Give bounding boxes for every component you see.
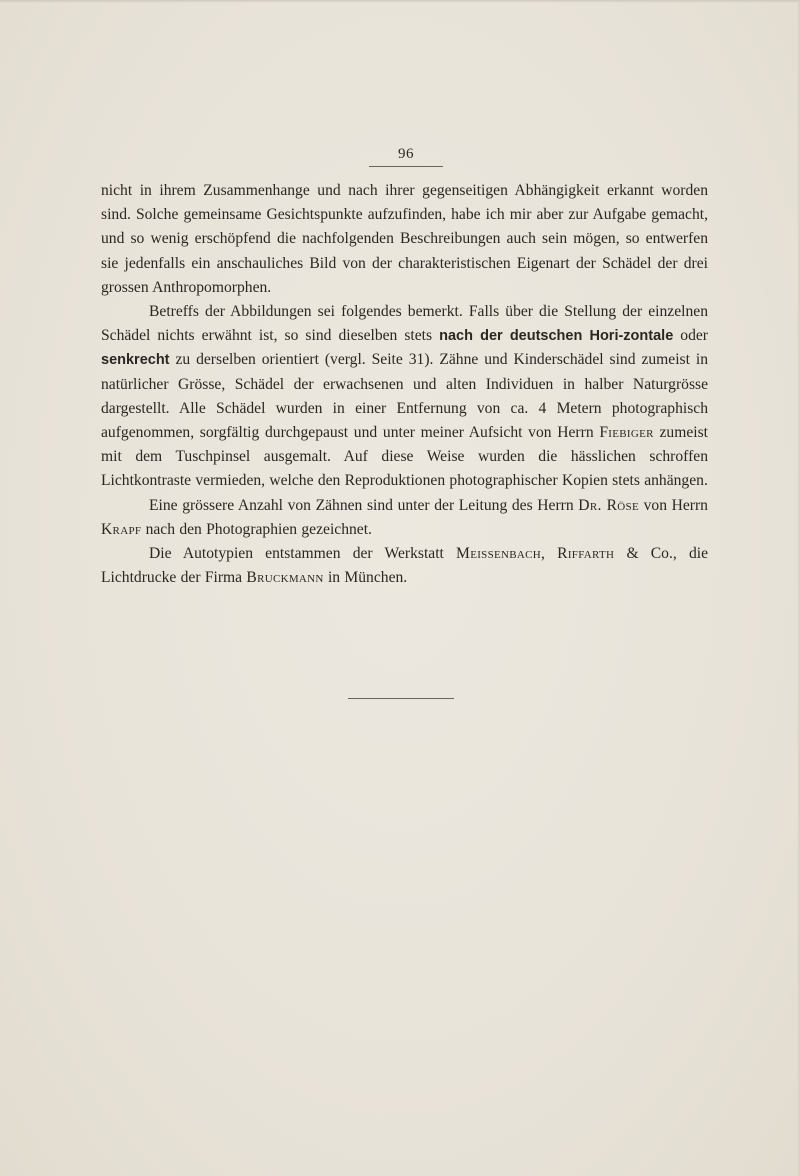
- name-roese: Dr. Röse: [578, 496, 639, 514]
- paragraph-1-text: nicht in ihrem Zusammenhange und nach ihrer gegenseitigen Abhängigkeit erkannt worden sind. Solche gemeinsame Gesichtspunkte aufzufinden, habe ich mir aber zur Aufgabe gemacht, und so wenig erschöpfend die nachfolgenden Beschreibungen auch sein mögen, so entwerfen sie jedenfalls ein anschauliches Bild von der charakteristischen Eigenart der Schädel der drei grossen Anthropomorphen.: [101, 182, 708, 296]
- paragraph-4-text-1: Die Autotypien entstammen der Werkstatt: [149, 545, 457, 563]
- paragraph-2: [101, 300, 708, 494]
- paragraph-2-text-2: oder: [673, 327, 708, 345]
- page-top-edge: [0, 0, 800, 3]
- paragraph-3-text-2: von Herrn: [638, 496, 708, 514]
- paragraph-4-text-4: in München.: [323, 569, 408, 587]
- paragraph-4: [101, 542, 708, 590]
- paragraph-3-text-1: Eine grössere Anzahl von Zähnen sind unter der Leitung des Herrn: [149, 496, 579, 514]
- paragraph-1: [101, 179, 708, 300]
- name-riffarth: Riffarth: [557, 545, 615, 563]
- name-krapf: Krapf: [101, 520, 142, 538]
- paragraph-4-text-3: & Co., die Lichtdrucke der Firma: [101, 545, 708, 587]
- name-bruckmann: Bruckmann: [246, 569, 324, 587]
- body-text: [101, 179, 708, 590]
- emphasis-senkrecht: senkrecht: [101, 352, 170, 369]
- paragraph-2-text-1: Betreffs der Abbildungen sei folgendes bemerkt. Falls über die Stellung der einzelnen Schädel nichts erwähnt ist, so sind dieselben stets: [101, 303, 708, 345]
- paragraph-4-text-2: ,: [541, 545, 558, 563]
- paragraph-3-text-3: nach den Photographien gezeichnet.: [141, 520, 372, 538]
- paragraph-2-text-4: zumeist mit dem Tuschpinsel ausgemalt. Auf diese Weise wurden die hässlichen schroffen Lichtkontraste vermieden, welche den Reproduktionen photographischer Kopien stets anhängen.: [101, 424, 708, 490]
- paragraph-2-text-3: zu derselben orientiert (vergl. Seite 31). Zähne und Kinderschädel sind zumeist in natürlicher Grösse, Schädel der erwachsenen und alten Individuen in halber Naturgrösse dargestellt. Alle Schädel wurden in einer Entfernung von ca. 4 Metern photographisch aufgenommen, sorgfältig durchgepaust und unter meiner Aufsicht von Herrn: [101, 351, 708, 442]
- page-number-rule: [369, 166, 443, 167]
- name-meissenbach: Meissenbach: [456, 545, 542, 563]
- page-number: 96: [398, 146, 414, 162]
- section-end-rule: [348, 698, 454, 699]
- name-fiebiger: Fiebiger: [599, 424, 654, 442]
- paragraph-3: [101, 494, 708, 542]
- emphasis-horizontale: nach der deutschen Hori-zontale: [439, 328, 674, 345]
